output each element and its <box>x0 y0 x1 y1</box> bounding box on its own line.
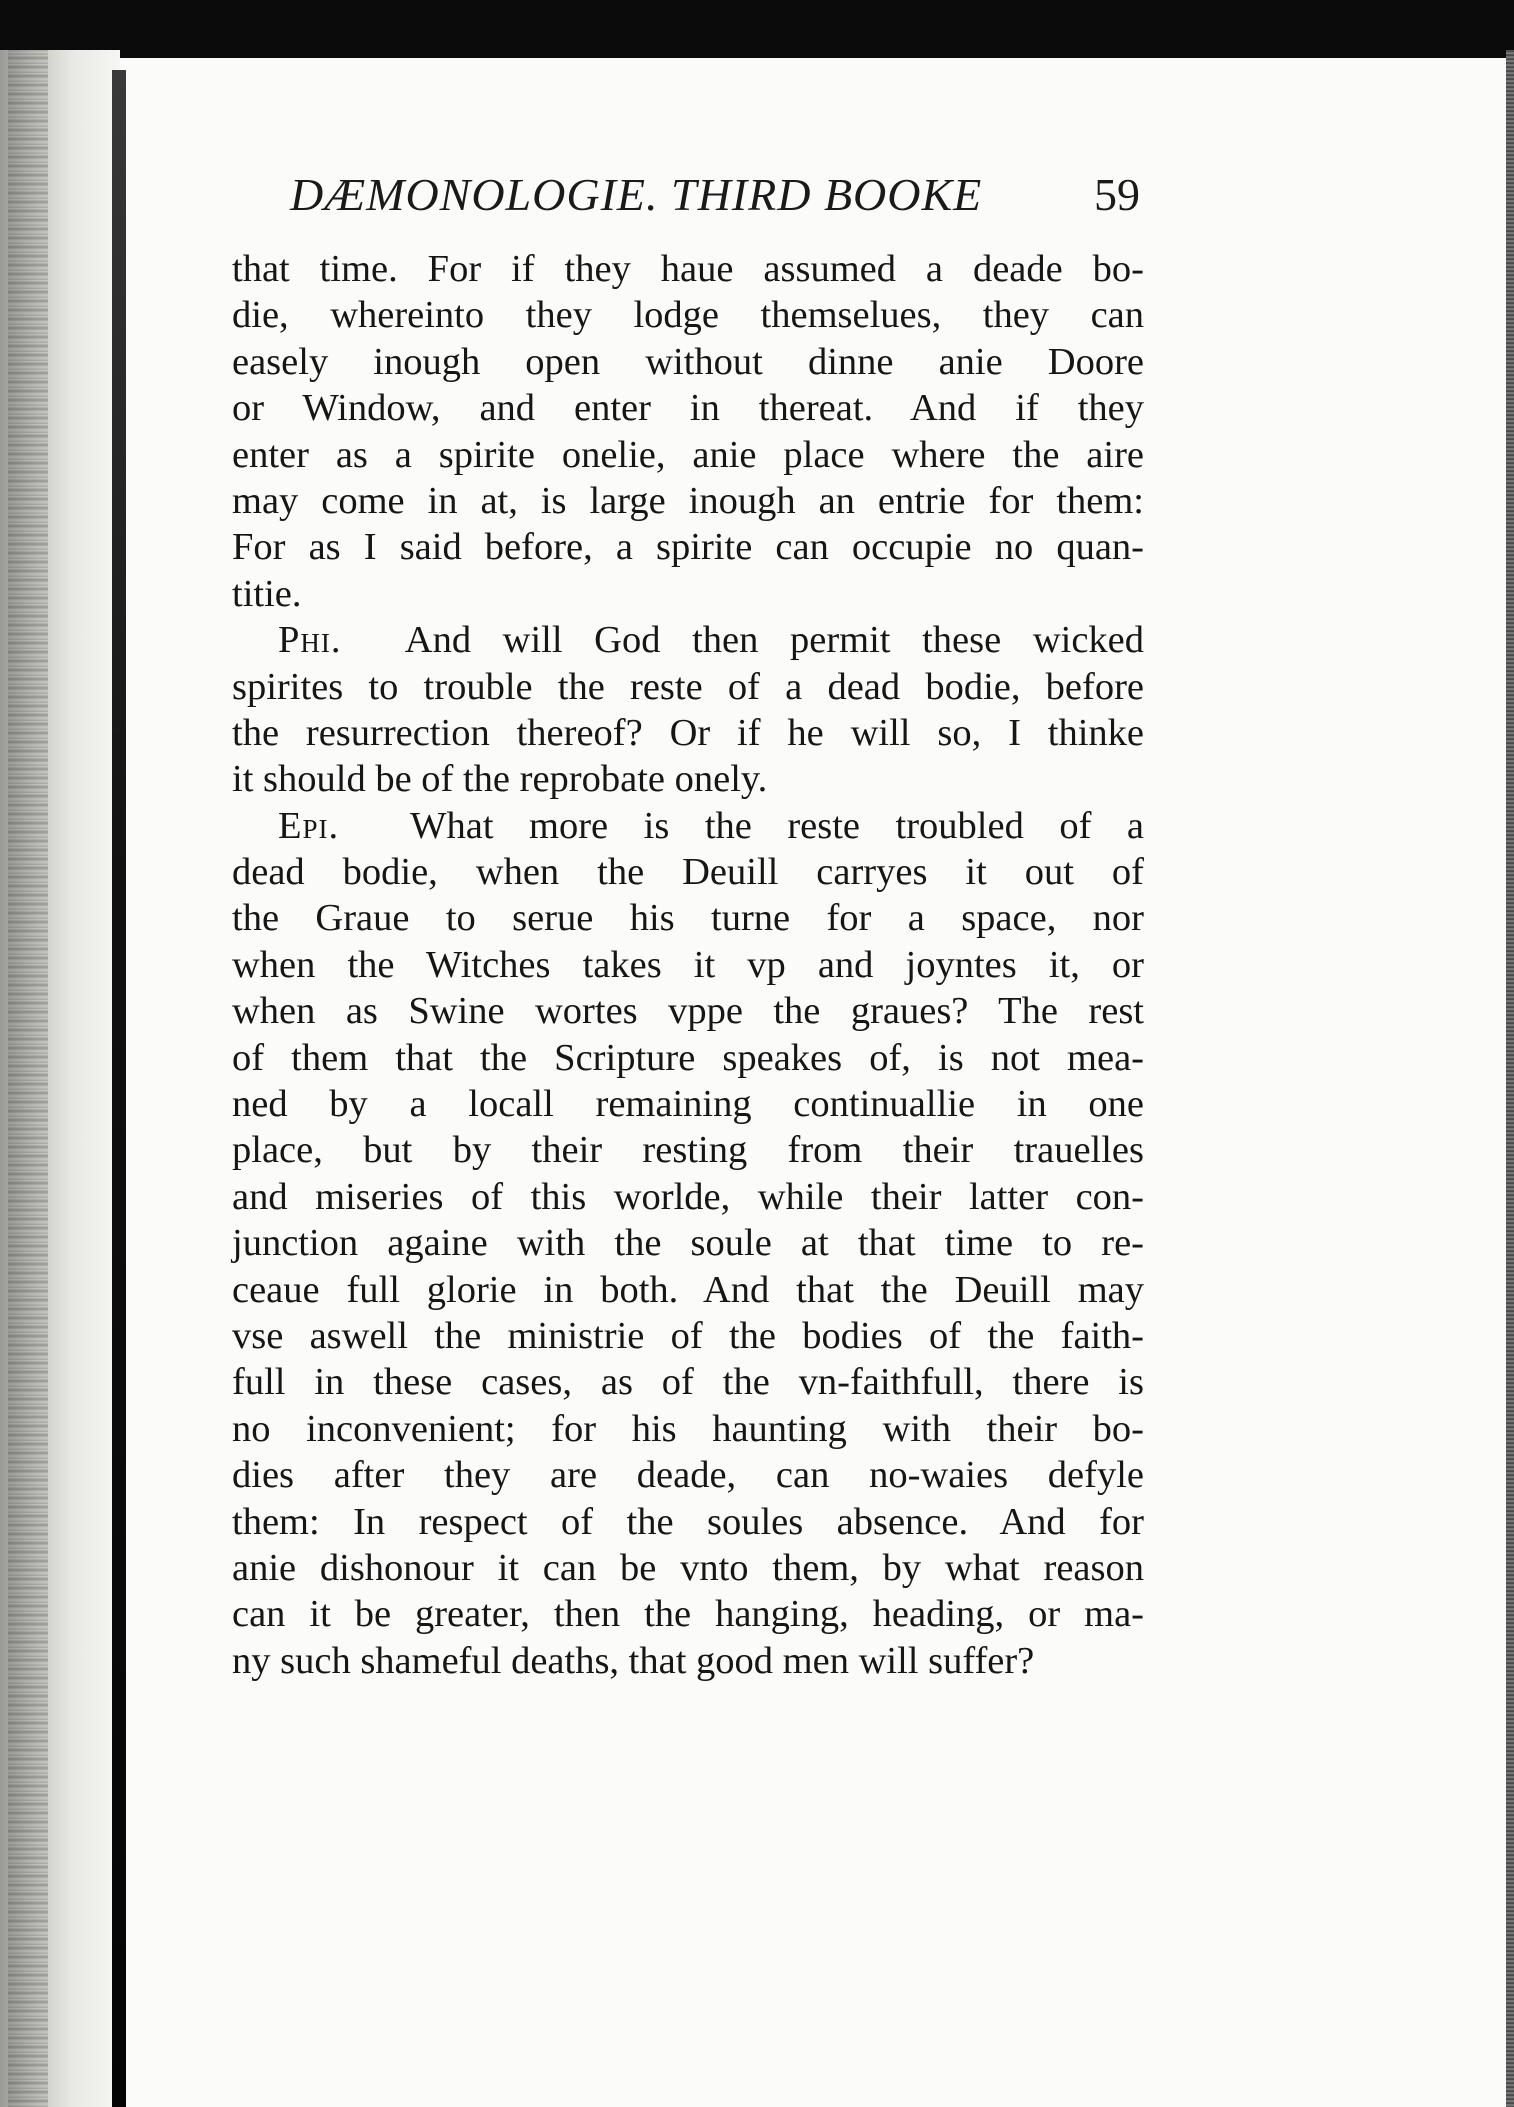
text-line: die, whereinto they lodge themselues, they can <box>232 294 1144 337</box>
scan-top-border <box>0 0 1514 58</box>
scan-left-edge <box>0 50 120 2107</box>
text-line: For as I said before, a spirite can occupie no quan- <box>232 526 1144 569</box>
text-line: ned by a locall remaining continuallie in one <box>232 1083 1144 1126</box>
body-text <box>232 246 1144 1684</box>
text-line: ceaue full glorie in both. And that the Deuill may <box>232 1268 1144 1311</box>
text-line: can it be greater, then the hanging, heading, or ma- <box>232 1593 1144 1636</box>
text-line: junction againe with the soule at that time to re- <box>232 1222 1144 1265</box>
text-line: titie. <box>232 572 302 615</box>
text-line: easely inough open without dinne anie Doore <box>232 340 1144 383</box>
book-gutter-shadow <box>112 70 126 2107</box>
scan-right-edge <box>1506 50 1514 2107</box>
text-line: and miseries of this worlde, while their latter con- <box>232 1175 1144 1218</box>
running-header <box>290 168 1170 238</box>
text-fragment: And will God then permit these wicked <box>404 619 1144 662</box>
text-line: when the Witches takes it vp and joyntes it, or <box>232 943 1144 986</box>
text-fragment: What more is the reste troubled of a <box>410 804 1144 847</box>
speech-line-phi <box>232 617 1144 663</box>
text-line: or Window, and enter in thereat. And if they <box>232 387 1144 430</box>
text-line: anie dishonour it can be vnto them, by what reason <box>232 1546 1144 1589</box>
text-line: full in these cases, as of the vn-faithfull, there is <box>232 1361 1144 1404</box>
text-line: the Graue to serue his turne for a space, nor <box>232 897 1144 940</box>
text-line: it should be of the reprobate onely. <box>232 758 768 801</box>
text-line: may come in at, is large inough an entrie for them: <box>232 479 1144 522</box>
text-line: ny such shameful deaths, that good men will suffer? <box>232 1639 1035 1682</box>
text-line: that time. For if they haue assumed a deade bo- <box>232 248 1144 290</box>
text-line: the resurrection thereof? Or if he will so, I thinke <box>232 711 1144 754</box>
speaker-label-epi: Epi. <box>278 804 340 847</box>
running-title: DÆMONOLOGIE. THIRD BOOKE <box>290 169 983 220</box>
text-line: dies after they are deade, can no-waies defyle <box>232 1454 1144 1497</box>
text-line: spirites to trouble the reste of a dead bodie, before <box>232 665 1144 708</box>
text-line: vse aswell the ministrie of the bodies of the faith- <box>232 1314 1144 1357</box>
text-line: dead bodie, when the Deuill carryes it out of <box>232 851 1144 894</box>
text-line: place, but by their resting from their trauelles <box>232 1129 1144 1172</box>
text-line: when as Swine wortes vppe the graues? The rest <box>232 990 1144 1033</box>
text-line: enter as a spirite onelie, anie place where the aire <box>232 433 1144 476</box>
text-line: them: In respect of the soules absence. And for <box>232 1500 1144 1543</box>
text-line: no inconvenient; for his haunting with their bo- <box>232 1407 1144 1450</box>
page-number: 59 <box>1094 169 1140 220</box>
speech-line-epi <box>232 803 1144 849</box>
text-line: of them that the Scripture speakes of, is not mea- <box>232 1036 1144 1079</box>
speaker-label-phi: Phi. <box>278 619 342 662</box>
